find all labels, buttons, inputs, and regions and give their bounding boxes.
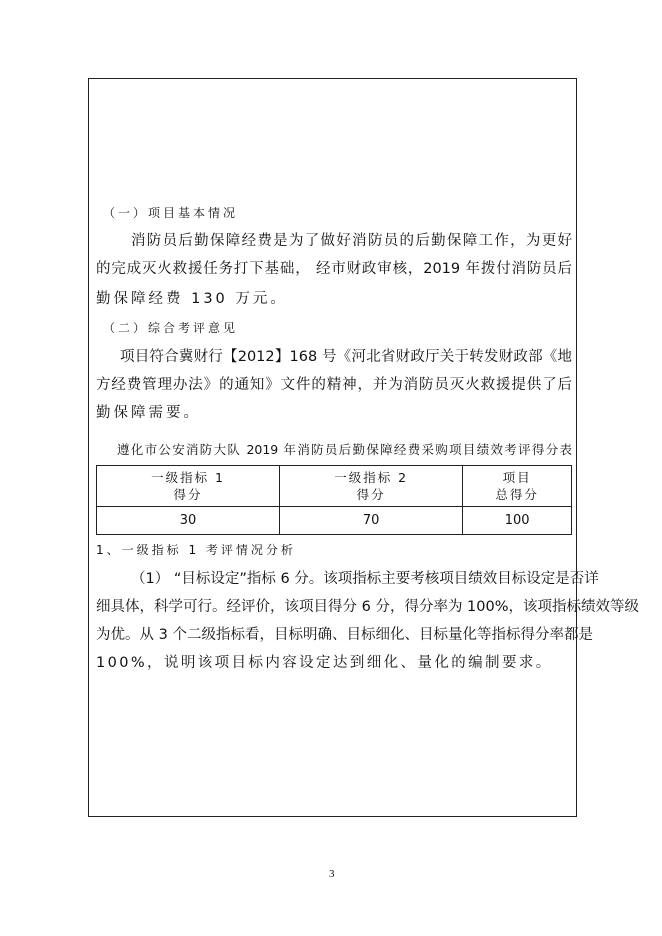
header-line: 一级指标 2 xyxy=(334,470,409,485)
table-header-cell xyxy=(280,466,463,507)
paragraph-line: 的完成灭火救援任务打下基础， 经市财政审核，2019 年拨付消防员后 xyxy=(96,261,572,277)
paragraph-line: 消防员后勤保障经费是为了做好消防员的后勤保障工作，为更好 xyxy=(131,233,572,249)
paragraph-line: 100%，说明该项目标内容设定达到细化、量化的编制要求。 xyxy=(96,655,553,671)
header-line: 一级指标 1 xyxy=(151,470,226,485)
paragraph-line: 为优。从 3 个二级指标看，目标明确、目标细化、目标量化等指标得分率都是 xyxy=(96,627,593,643)
paragraph-line: 细具体，科学可行。经评价，该项目得分 6 分，得分率为 100%，该项指标绩效等级 xyxy=(96,599,640,615)
table-caption: 遵化市公安消防大队 2019 年消防员后勤保障经费采购项目绩效考评得分表 xyxy=(117,442,572,457)
paragraph-line: 勤保障经费 130 万元。 xyxy=(96,291,288,307)
table-header-cell xyxy=(463,466,572,507)
paragraph-line: 项目符合冀财行【2012】168 号《河北省财政厅关于转发财政部《地 xyxy=(120,349,572,365)
table-header-row xyxy=(97,466,572,507)
section-heading-evaluation: （二）综合考评意见 xyxy=(103,321,239,335)
paragraph-line: 勤保障需要。 xyxy=(96,405,201,421)
table-cell: 100 xyxy=(463,507,572,535)
paragraph-line: （1） “目标设定”指标 6 分。该项指标主要考核项目绩效目标设定是否详 xyxy=(131,571,599,587)
table-cell: 70 xyxy=(280,507,463,535)
header-line: 得分 xyxy=(356,487,386,502)
header-line: 得分 xyxy=(173,487,203,502)
paragraph-line: 方经费管理办法》的通知》文件的精神，并为消防员灭火救援提供了后 xyxy=(96,377,572,393)
page-number: 3 xyxy=(329,868,335,880)
table-row xyxy=(97,507,572,535)
table-header-cell xyxy=(97,466,280,507)
header-line: 项目 xyxy=(502,470,532,485)
section-heading-basic-info: （一）项目基本情况 xyxy=(103,206,239,220)
table-cell: 30 xyxy=(97,507,280,535)
header-line: 总得分 xyxy=(495,487,539,502)
section-heading-indicator-1: 1、一级指标 1 考评情况分析 xyxy=(96,543,296,557)
score-table xyxy=(96,465,572,535)
